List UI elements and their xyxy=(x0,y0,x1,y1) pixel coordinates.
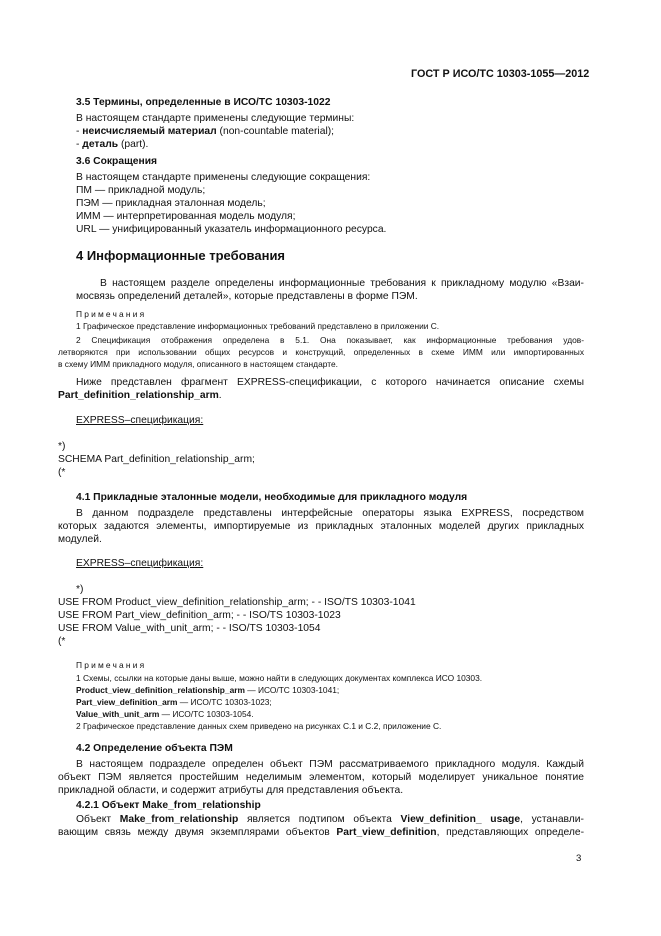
s4-p1-line1: В настоящем разделе определены информационные требования к прикладному модулю «Взаи- xyxy=(100,278,584,289)
reference-item-1 xyxy=(76,685,339,696)
page-number: 3 xyxy=(576,853,582,864)
s36-intro: В настоящем стандарте применены следующие сокращения: xyxy=(76,172,371,183)
s42-p1-line2: объект ПЭМ является простейшим неделимым элементом, который моделирует уникальное понятие xyxy=(58,772,584,783)
code-line: (* xyxy=(58,636,66,647)
code-line: USE FROM Product_view_definition_relationship_arm; - - ISO/TS 10303-1041 xyxy=(58,597,416,608)
notes-label: Примечания xyxy=(76,309,147,319)
s42-p1-line1: В настоящем подразделе определен объект ПЭМ рассматриваемого прикладного модуля. Каждый xyxy=(76,759,584,770)
s42-p2-line2 xyxy=(58,826,584,839)
reference-doc: — ИСО/ТС 10303-1041; xyxy=(244,685,340,695)
code-line: (* xyxy=(58,467,66,478)
term-rest: (non-countable material); xyxy=(216,126,335,137)
text-run: Объект xyxy=(76,814,120,825)
abbr-item-4: URL — унифицированный указатель информационного ресурса. xyxy=(76,224,387,235)
s41-note-1: 1 Схемы, ссылки на которые даны выше, можно найти в следующих документах комплекса ИСО 10303. xyxy=(76,673,483,683)
code-line: *) xyxy=(58,441,66,452)
term-bold: неисчисляемый материал xyxy=(82,126,217,137)
s4-p1-line2: мосвязь определений деталей», которые представлены в форме ПЭМ. xyxy=(76,291,418,302)
s4-p2-line1: Ниже представлен фрагмент EXPRESS-спецификации, с которого начинается описание схемы xyxy=(76,377,584,388)
abbr-item-1: ПМ — прикладной модуль; xyxy=(76,185,206,196)
s41-p1-line2: которых задаются элементы, импортируемые из прикладных эталонных моделей других прикладных xyxy=(58,521,584,532)
section-4-2-title: 4.2 Определение объекта ПЭМ xyxy=(76,743,233,754)
s4-note-2-line2: летворяются при использовании общих ресурсов и конструкций, определенных в схеме ИММ или импортированных xyxy=(58,347,584,357)
schema-name-bold: Part_definition_relationship_arm xyxy=(58,390,219,401)
entity-name-bold: Make_from_relationship xyxy=(119,814,239,825)
s41-note-2: 2 Графическое представление данных схем приведено на рисунках С.1 и С.2, приложение С. xyxy=(76,721,442,731)
s42-p2-line1 xyxy=(76,813,584,826)
term-dash: - xyxy=(76,126,83,137)
document-code-header: ГОСТ Р ИСО/ТС 10303-1055—2012 xyxy=(411,68,590,80)
period: . xyxy=(218,390,222,401)
express-spec-label: EXPRESS–спецификация: xyxy=(76,558,204,569)
text-run: вающим связь между двумя экземплярами объектов xyxy=(58,827,337,838)
reference-schema-bold: Part_view_definition_arm xyxy=(76,697,178,707)
section-4-1-title: 4.1 Прикладные эталонные модели, необходимые для прикладного модуля xyxy=(76,492,468,503)
entity-name-bold: View_definition_ usage xyxy=(400,814,521,825)
reference-item-2 xyxy=(76,697,272,708)
reference-item-3 xyxy=(76,709,254,720)
express-spec-label: EXPRESS–спецификация: xyxy=(76,415,204,426)
abbr-item-3: ИММ — интерпретированная модель модуля; xyxy=(76,211,296,222)
s4-note-1: 1 Графическое представление информационных требований представлено в приложении С. xyxy=(76,321,440,331)
s41-p1-line3: модулей. xyxy=(58,534,102,545)
code-line: *) xyxy=(76,584,84,595)
section-4-2-1-title: 4.2.1 Объект Make_from_relationship xyxy=(76,800,261,811)
entity-name-bold: Part_view_definition xyxy=(336,827,437,838)
s41-p1-line1: В данном подразделе представлены интерфейсные операторы языка EXPRESS, посредством xyxy=(76,508,584,519)
section-4-title: 4 Информационные требования xyxy=(76,248,286,263)
abbr-item-2: ПЭМ — прикладная эталонная модель; xyxy=(76,198,266,209)
s35-intro: В настоящем стандарте применены следующие термины: xyxy=(76,113,355,124)
term-rest: (part). xyxy=(118,139,149,150)
term-item-1 xyxy=(76,125,334,138)
code-line: SCHEMA Part_definition_relationship_arm; xyxy=(58,454,255,465)
term-item-2 xyxy=(76,138,148,151)
s4-p2-line2 xyxy=(58,389,222,402)
term-bold: деталь xyxy=(82,139,119,150)
reference-doc: — ИСО/ТС 10303-1054. xyxy=(159,709,254,719)
term-dash: - xyxy=(76,139,83,150)
text-run: является подтипом объекта xyxy=(238,814,401,825)
reference-schema-bold: Value_with_unit_arm xyxy=(76,709,160,719)
code-line: USE FROM Value_with_unit_arm; - - ISO/TS 10303-1054 xyxy=(58,623,321,634)
section-3-5-title: 3.5 Термины, определенные в ИСО/ТС 10303-1022 xyxy=(76,97,331,108)
reference-doc: — ИСО/ТС 10303-1023; xyxy=(177,697,272,707)
text-run: , представляющих определе- xyxy=(436,827,585,838)
reference-schema-bold: Product_view_definition_relationship_arm xyxy=(76,685,245,695)
text-run: , устанавли- xyxy=(520,814,584,825)
code-line: USE FROM Part_view_definition_arm; - - ISO/TS 10303-1023 xyxy=(58,610,341,621)
notes-label: Примечания xyxy=(76,660,147,670)
s4-note-2-line3: в схему ИММ прикладного модуля, описанного в настоящем стандарте. xyxy=(58,359,338,369)
s4-note-2-line1: 2 Спецификация отображения определена в 5.1. Она показывает, как информационные требования удов- xyxy=(76,335,584,345)
s42-p1-line3: прикладной области, и содержит атрибуты для представления объекта. xyxy=(58,785,404,796)
section-3-6-title: 3.6 Сокращения xyxy=(76,156,158,167)
